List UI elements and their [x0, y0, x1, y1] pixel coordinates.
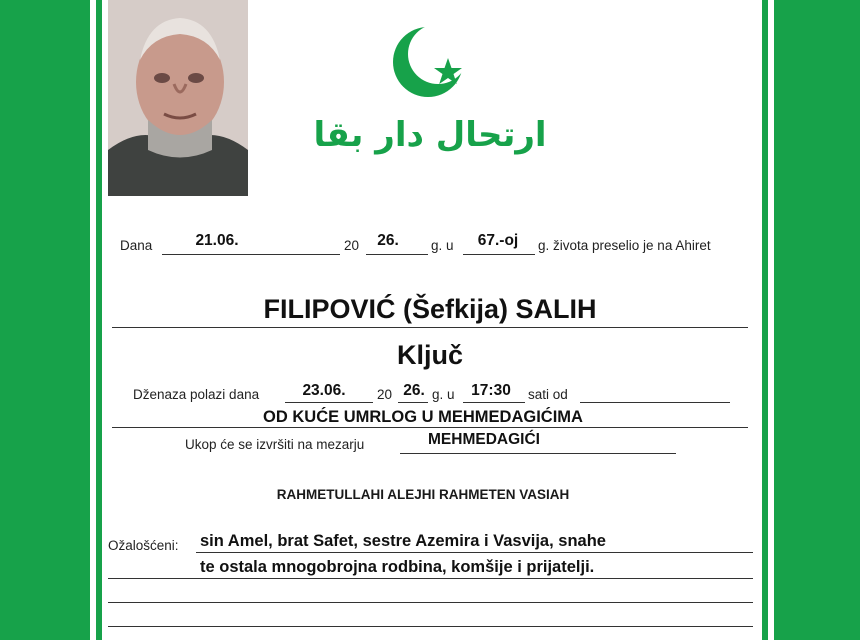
janazah-year: 26. [403, 382, 425, 399]
age-underline [463, 254, 535, 255]
age-suffix: g. života preselio je na Ahiret [538, 238, 711, 253]
janazah-year-prefix: 20 [377, 387, 393, 402]
janazah-date-underline [285, 402, 373, 403]
left-border-line [96, 0, 102, 640]
janazah-time-underline [463, 402, 525, 403]
burial-underline [400, 453, 676, 454]
mourners-underline-4 [108, 626, 753, 627]
year-underline [366, 254, 428, 255]
prayer-text: RAHMETULLAHI ALEJHI RAHMETEN VASIAH [276, 487, 570, 502]
date-underline [162, 254, 340, 255]
janazah-date: 23.06. [302, 382, 346, 399]
mourners-line-2: te ostala mnogobrojna rodbina, komšije i prijatelji. [200, 558, 595, 576]
burial-prefix: Ukop će se izvršiti na mezarju [185, 437, 365, 452]
janazah-year-suffix: g. u [432, 387, 455, 402]
deceased-photo [108, 0, 248, 196]
death-date: 21.06. [195, 232, 239, 249]
janazah-from: OD KUĆE UMRLOG U MEHMEDAGIĆIMA [263, 408, 583, 426]
death-year: 26. [377, 232, 399, 249]
arabic-calligraphy [313, 104, 547, 170]
mourners-underline-2 [108, 578, 753, 579]
date-prefix: Dana [120, 238, 153, 253]
janazah-year-underline [398, 402, 428, 403]
year-prefix: 20 [344, 238, 360, 253]
janazah-from-underline [580, 402, 730, 403]
janazah-time-suffix: sati od [528, 387, 568, 402]
calligraphy-text: ارتحال دار بقا [313, 115, 547, 155]
janazah-from-underline-2 [112, 427, 748, 428]
janazah-prefix: Dženaza polazi dana [133, 387, 260, 402]
mourners-line-1: sin Amel, brat Safet, sestre Azemira i Vasvija, snahe [200, 532, 606, 550]
crescent-star-icon [390, 22, 470, 102]
year-suffix: g. u [431, 238, 454, 253]
mourners-label: Ožalošćeni: [108, 538, 179, 553]
janazah-time: 17:30 [471, 382, 511, 399]
name-underline [112, 327, 748, 328]
mourners-underline-3 [108, 602, 753, 603]
deceased-name: FILIPOVIĆ (Šefkija) SALIH [263, 294, 597, 324]
cemetery-name: MEHMEDAGIĆI [428, 431, 540, 448]
mourners-underline-1 [196, 552, 753, 553]
right-border-line [762, 0, 768, 640]
age-value: 67.-oj [477, 232, 519, 249]
deceased-place: Ključ [396, 340, 463, 370]
